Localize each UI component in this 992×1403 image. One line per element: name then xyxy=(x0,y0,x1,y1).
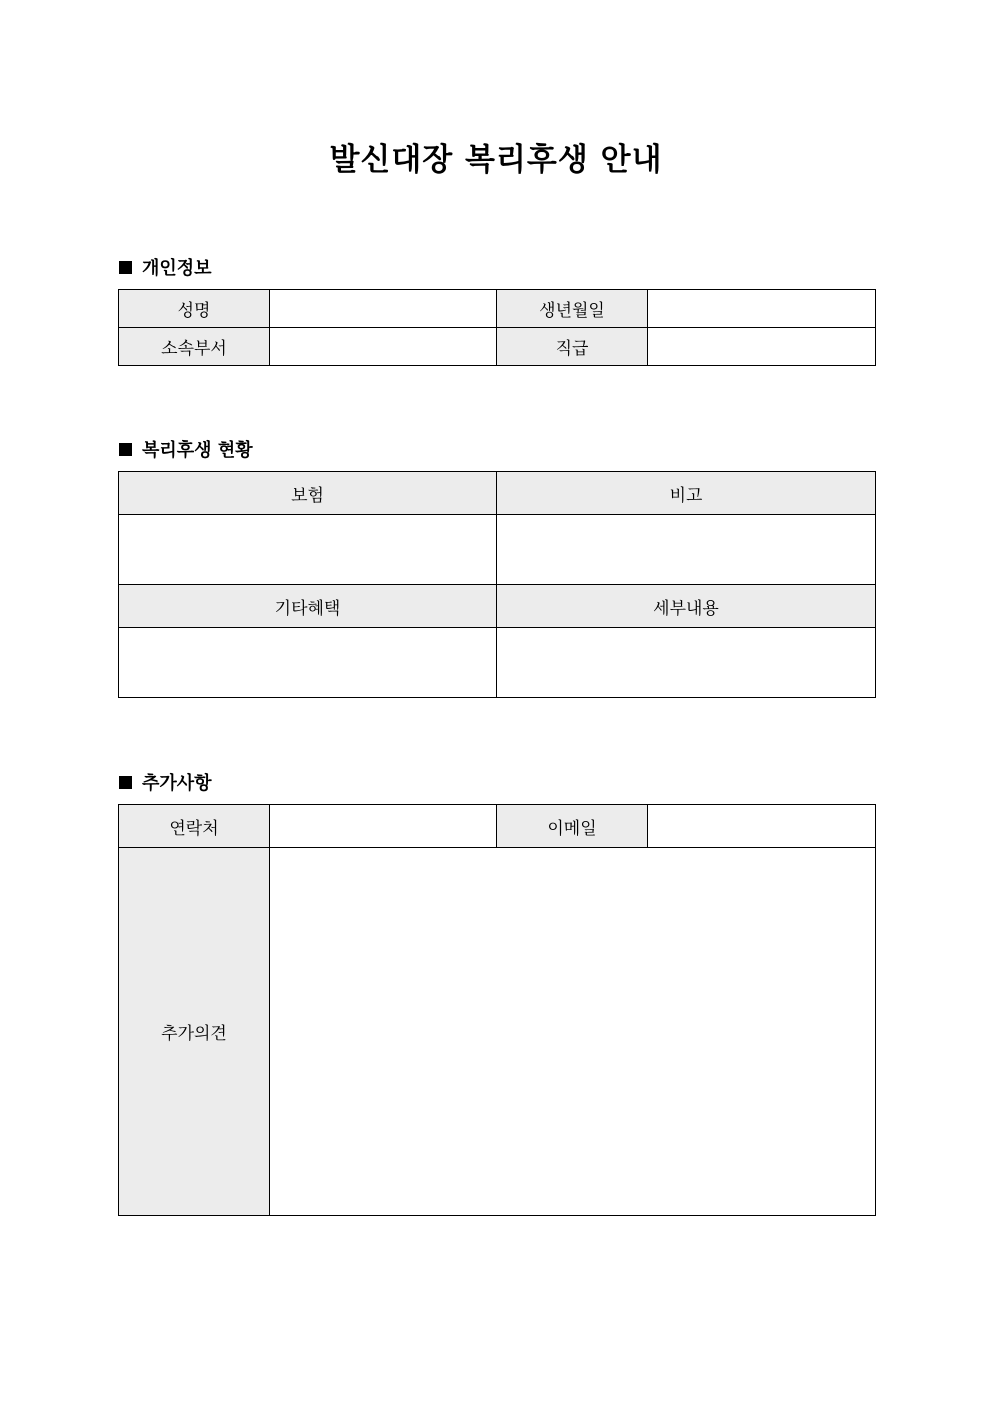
table-row xyxy=(119,328,876,366)
square-bullet-icon xyxy=(119,261,132,274)
details-field[interactable] xyxy=(497,628,876,698)
section-heading-additional xyxy=(119,769,212,795)
department-field[interactable] xyxy=(270,328,497,366)
email-field[interactable] xyxy=(648,805,876,848)
table-row xyxy=(119,585,876,628)
other-benefits-label: 기타혜택 xyxy=(119,585,497,628)
birthdate-label: 생년월일 xyxy=(497,290,648,328)
contact-label: 연락처 xyxy=(119,805,270,848)
department-label: 소속부서 xyxy=(119,328,270,366)
name-field[interactable] xyxy=(270,290,497,328)
opinion-label: 추가의견 xyxy=(119,848,270,1216)
additional-table xyxy=(118,804,876,1216)
position-field[interactable] xyxy=(648,328,876,366)
insurance-field[interactable] xyxy=(119,515,497,585)
section-heading-welfare xyxy=(119,436,253,462)
personal-info-table xyxy=(118,289,876,366)
page-title: 발신대장 복리후생 안내 xyxy=(329,142,663,178)
square-bullet-icon xyxy=(119,443,132,456)
email-label: 이메일 xyxy=(497,805,648,848)
section-heading-label: 복리후생 현황 xyxy=(142,440,253,461)
table-row xyxy=(119,805,876,848)
section-heading-personal xyxy=(119,254,212,280)
table-row xyxy=(119,515,876,585)
section-heading-label: 개인정보 xyxy=(142,258,212,279)
table-row xyxy=(119,628,876,698)
opinion-field[interactable] xyxy=(270,848,876,1216)
other-benefits-field[interactable] xyxy=(119,628,497,698)
position-label: 직급 xyxy=(497,328,648,366)
insurance-label: 보험 xyxy=(119,472,497,515)
square-bullet-icon xyxy=(119,776,132,789)
birthdate-field[interactable] xyxy=(648,290,876,328)
name-label: 성명 xyxy=(119,290,270,328)
table-row xyxy=(119,848,876,1216)
remarks-label: 비고 xyxy=(497,472,876,515)
remarks-field[interactable] xyxy=(497,515,876,585)
contact-field[interactable] xyxy=(270,805,497,848)
table-row xyxy=(119,290,876,328)
welfare-table xyxy=(118,471,876,698)
table-row xyxy=(119,472,876,515)
details-label: 세부내용 xyxy=(497,585,876,628)
section-heading-label: 추가사항 xyxy=(142,773,212,794)
